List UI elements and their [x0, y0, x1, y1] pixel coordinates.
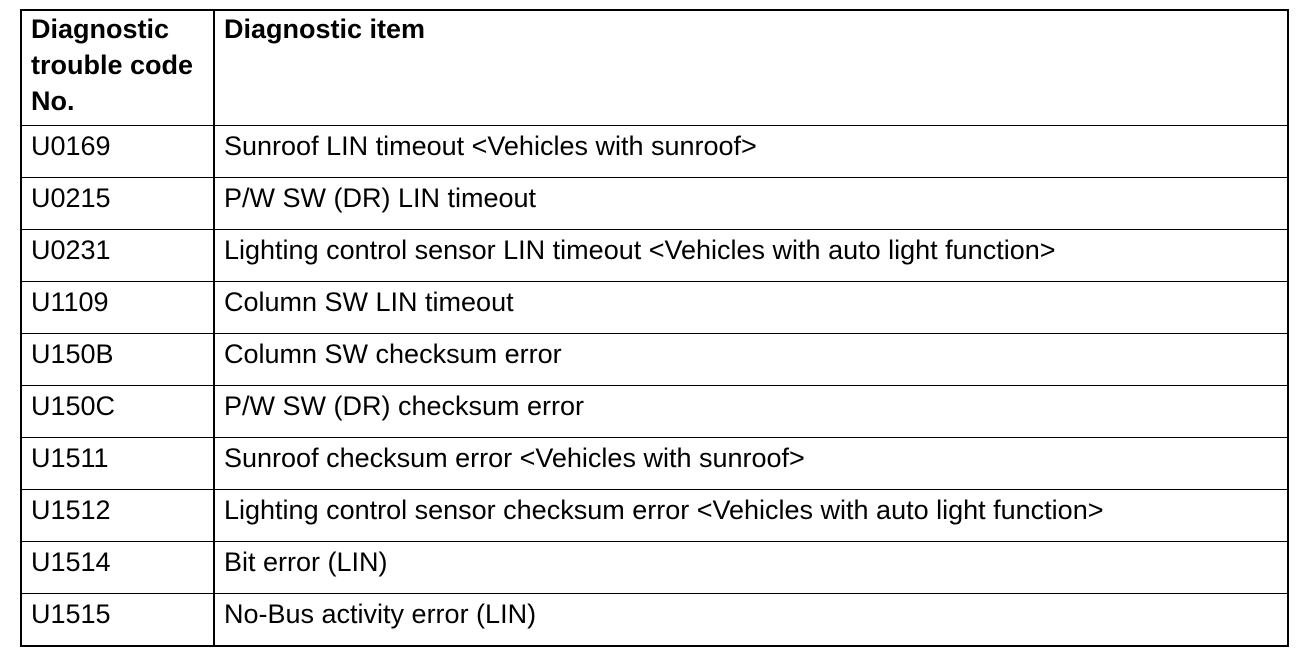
dtc-item: Lighting control sensor LIN timeout <Vehicles with auto light function>	[214, 230, 1288, 282]
dtc-code: U150C	[21, 386, 214, 438]
dtc-item: Column SW checksum error	[214, 334, 1288, 386]
dtc-code: U0231	[21, 230, 214, 282]
dtc-code: U1515	[21, 594, 214, 647]
header-code: Diagnostic trouble code No.	[21, 10, 214, 126]
dtc-code: U0169	[21, 126, 214, 178]
dtc-item: Sunroof LIN timeout <Vehicles with sunroof>	[214, 126, 1288, 178]
table-row	[21, 386, 1288, 438]
dtc-item: Lighting control sensor checksum error <Vehicles with auto light function>	[214, 490, 1288, 542]
table-row	[21, 126, 1288, 178]
dtc-item: P/W SW (DR) checksum error	[214, 386, 1288, 438]
dtc-code: U1514	[21, 542, 214, 594]
table-row	[21, 438, 1288, 490]
dtc-item: No-Bus activity error (LIN)	[214, 594, 1288, 647]
table-row	[21, 334, 1288, 386]
dtc-table	[20, 9, 1289, 647]
dtc-item: Column SW LIN timeout	[214, 282, 1288, 334]
header-item: Diagnostic item	[214, 10, 1288, 126]
dtc-code: U0215	[21, 178, 214, 230]
table-row	[21, 230, 1288, 282]
table-row	[21, 594, 1288, 647]
table-row	[21, 178, 1288, 230]
dtc-code: U1511	[21, 438, 214, 490]
dtc-code: U1109	[21, 282, 214, 334]
dtc-item: Bit error (LIN)	[214, 542, 1288, 594]
table-row	[21, 490, 1288, 542]
table-header-row	[21, 10, 1288, 126]
dtc-code: U1512	[21, 490, 214, 542]
dtc-item: P/W SW (DR) LIN timeout	[214, 178, 1288, 230]
dtc-item: Sunroof checksum error <Vehicles with sunroof>	[214, 438, 1288, 490]
table-row	[21, 282, 1288, 334]
dtc-code: U150B	[21, 334, 214, 386]
table-row	[21, 542, 1288, 594]
